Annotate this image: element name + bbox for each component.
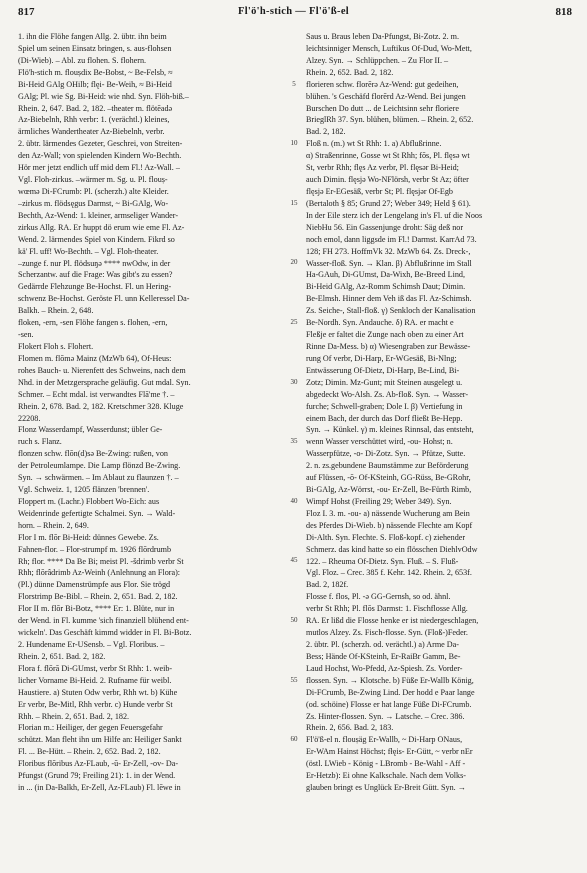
text-line: Wend. 2. lärmendes Spiel von Kindern. Fikrd so [18, 234, 175, 244]
text-line: Wasserpfütze, -o- Di-Zotz. Syn. → Pfütze, Sutte. [306, 449, 466, 459]
right-column [306, 31, 574, 794]
text-line: Entwässerung Of-Dietz, Di-Harp, Be-Lind, Bi- [306, 365, 460, 375]
text-line: (Bertaloth § 85; Grund 27; Weber 349; Held § 61). [306, 198, 471, 208]
text-line: RA. Er lißd die Flosse henke er ist niedergeschlagen, [306, 616, 479, 626]
text-line: Rinne Da-Mess. b) α) Wiesengraben zur Bewässe- [306, 341, 471, 351]
text-line: floken, -ern, -sen Flöhe fangen s. flohen, -ern, [18, 318, 168, 328]
text-line: Hör mer jetzt endlich uff mid dem Fl.! Az-Wall. – [18, 163, 180, 173]
text-line: Floz I. 3. m. -ou- a) nässende Wucherung am Bein [306, 508, 470, 518]
left-column [18, 31, 280, 794]
text-line: 122. – Rheuma Of-Dietz. Syn. Fluß. – S. Fluß- [306, 556, 459, 566]
text-line: Be-Elmsh. Hinner dem Veh iß das Fl. Az-Schimsh. [306, 294, 472, 304]
text-line: α) Straßenrinne, Gosse wt St Rhh; fōs, Pl. flęsə wt [306, 151, 470, 161]
text-line: Syn. → schwärmen. – Im Ablaut zu flaunzen †. – [18, 473, 179, 483]
text-line: Laud Hochst, Wo-Pfedd, Az-Spiesh. Zs. Vorder- [306, 663, 463, 673]
line-number: 55 [290, 675, 298, 684]
text-line: Schmer. – Echt mdal. ist verwandtes Flā'me †. – [18, 389, 175, 399]
text-line: wœmə Di-FCrumb: Pl. (scherzh.) alte Kleider. [18, 186, 169, 196]
text-line: Zotz; Dimin. Mz-Gunt; mit Steinen ausgelegt u. [306, 377, 463, 387]
text-line: Fl. ... Be-Hütt. – Rhein. 2, 652. Bad. 2, 182. [18, 747, 161, 757]
text-line: Di-Alth. Syn. Flechte. S. Floß-kopf. c) ziehender [306, 532, 466, 542]
text-line: glauben bringt es Unglück Er-Breit Gütt. Syn. → [306, 783, 466, 793]
text-line: licher Vorname Bi-Heid. 2. Rufname für weibl. [18, 675, 172, 685]
text-line: Bi-Heid GAlg, Az-Romm Schimsh Daut; Dimin. [306, 282, 466, 292]
text-line: Floppert m. (Lachr.) Flobbert Wo-Eich: aus [18, 496, 160, 506]
text-line: Bi-GAlg, Az-Wörrst, -ou- Er-Zell, Be-Fürth Rimb, [306, 485, 472, 495]
text-line: wickeln'. Das Geschäft kimmd widder in Fl. Bi-Botz. [18, 628, 192, 638]
text-line: Be-Nordh. Syn. Andauche. δ) RA. er macht e [306, 318, 454, 328]
text-line: 1. ihn die Flöhe fangen Allg. 2. übtr. ihn beim [18, 32, 167, 41]
text-line: Wimpf Hohst (Freiling 29; Weber 349). Syn. [306, 496, 452, 506]
text-line: BrieglRh 37. Syn. blühen, blümen. – Rhein. 2, 652. [306, 115, 474, 125]
text-line: zirkus Allg. RA. Er huppt dö erum wie eme Fl. Az- [18, 222, 185, 232]
text-line: Fl'ö'ß-el n. flouṣäg Er-Wallb, ~ Di-Harp ONaus, [306, 735, 463, 745]
text-line: Florstrimp Be-Bibl. – Rhein. 2, 651. Bad. 2, 182. [18, 592, 178, 602]
line-number: 20 [290, 258, 298, 267]
text-line: der Wend. in Fl. kumme 'sich finanziell blühend ent- [18, 616, 189, 626]
text-line: Flor II m. flōr Bi-Botz, **** Er: 1. Blüte, nur in [18, 604, 175, 614]
text-line: Er-Hetzb): Ei ohne Kalkschale. Nach dem Volks- [306, 771, 466, 781]
text-line: den Az-Wall; von spielenden Kindern Wo-Bechth. [18, 151, 182, 161]
text-line: Er-WAm Hainst Höchst; fłęis- Er-Gütt, ~ verbr nEr [306, 747, 473, 757]
text-line: ärmliches Wandertheater Az-Biebelnh, verbr. [18, 127, 165, 137]
line-number: 25 [290, 318, 298, 327]
text-line: schwenz Be-Hochst. Geröste Fl. unn Kelleressel Da- [18, 294, 190, 304]
line-number: 40 [290, 496, 298, 505]
text-line: in ... (in Da-Balkh, Er-Zell, Az-FLaub) Fl. lēwe in [18, 783, 181, 793]
text-line: Flonz Wasserdampf, Wasserdunst; übler Ge- [18, 425, 163, 435]
text-line: kä' Fl. uff! Wo-Bechth. – Vgl. Floh-theater. [18, 246, 159, 256]
text-line: Rhein. 2, 647. Bad. 2, 182. –theater m. flötēadə [18, 103, 173, 113]
text-line: Florian m.: Heiliger, der gegen Feuersgefahr [18, 723, 163, 733]
text-line: wenn Wasser verschüttet wird, -ou- Hohst; n. [306, 437, 453, 447]
line-number: 45 [290, 556, 298, 565]
text-line: mutlos Alzey. Zs. Fisch-flosse. Syn. (Floß-)Feder. [306, 628, 468, 638]
text-line: Flosse f. flos, Pl. -ə GG-Gernsh, so od. ähnl. [306, 592, 451, 602]
text-line: 22208. [18, 413, 41, 423]
text-line: Flokert Floh s. Flohert. [18, 341, 94, 351]
page-header [0, 6, 587, 22]
text-line: rung Of verbr, Di-Harp, Er-WGesäß, Bi-Nlng; [306, 353, 457, 363]
text-line: Floribus flōribus Az-FLaub, -ū- Er-Zell, -ov- Da- [18, 759, 179, 769]
text-line: leichtsinniger Mensch, Luftikus Of-Dud, Wo-Mett, [306, 43, 472, 53]
text-line: noch emol, dann liggsde im Fl.! Darmst. KarrAd 73. [306, 234, 477, 244]
text-line: Rhein. 2, 652. Bad. 2, 182. [306, 67, 394, 77]
text-line: auch Dimin. flęsjə Wo-NFlörsh, verbr St Az; öfter [306, 175, 469, 185]
text-line: Di-FCrumb, Be-Zwing Lind. Der hodd e Paar lange [306, 687, 475, 697]
text-line: Az-Biebelnh, Rhh verbr: 1. (verächtl.) kleines, [18, 115, 170, 125]
text-line: Syn. → Künkel. γ) m. kleines Rinnsal, das entsteht, [306, 425, 474, 435]
text-line: Ha-GAuh, Di-GUmst, Da-Wixh, Be-Breed Lind, [306, 270, 465, 280]
text-line: flonzen schw. flōn(d)sə Be-Zwing: rußen, von [18, 449, 168, 459]
text-line: (östl. LWieb - König - LBromb - Be-Wahl - Aff - [306, 759, 466, 769]
text-line: verbr St Rhh; Pl. flōs Darmst: 1. Fischflosse Allg. [306, 604, 468, 614]
text-line: Rhh. – Rhein. 2, 651. Bad. 2, 182. [18, 711, 130, 721]
text-line: St, verbr Rhh; flęs Az verbr, Pl. flęsər Bi-Heid; [306, 163, 459, 173]
text-line: Bi-Heid GAlg OHilb; flęi- Be-Weih, ≈ Bi-Heid [18, 79, 172, 89]
text-line: rohes Bauch- u. Nierenfett des Schweins, nach dem [18, 365, 186, 375]
text-line: furche; Schwell-graben; Dole I. β) Vertiefung in [306, 401, 463, 411]
text-line: -sen. [18, 330, 34, 340]
text-line: Vgl. Schweiz. 1, 1205 flänzen 'brennen'. [18, 485, 150, 495]
line-number: 60 [290, 735, 298, 744]
text-line: Alzey. Syn. → Schlüppchen. – Zu Flor II. – [306, 55, 449, 65]
page-number-right: 818 [555, 6, 572, 18]
text-line: Balkh. – Rhein. 2, 648. [18, 306, 94, 316]
text-line: Flor I m. flōr Bi-Heid: dünnes Gewebe. Zs. [18, 532, 159, 542]
text-line: (Pl.) dünne Damenstrümpfe aus Flor. Sie trögd [18, 580, 171, 590]
text-line: Er verbr, Be-Mitl, Rhh verbr. c) Hunde verbr St [18, 699, 173, 709]
text-line: Saus u. Braus leben Da-Pfungst, Bi-Zotz. 2. m. [306, 32, 460, 41]
text-line: der Petroleumlampe. Die Lamp flönzd Be-Zwing. [18, 461, 181, 471]
text-line: abgedeckt Wo-Alsh. Zs. Ab-floß. Syn. → Wasser- [306, 389, 469, 399]
text-line: flęsjə Er-EGesäß, verbr St; Pl. flęsjər Of-Egb [306, 186, 453, 196]
text-line: In der Eile sterz ich der Lengelang in's Fl. uf die Noos [306, 210, 483, 220]
text-line: GAlg; Pl. wie Sg. Bi-Heid: wie nhd. Syn. Flöh-biß.– [18, 91, 189, 101]
text-line: Bad. 2, 182f. [306, 580, 349, 590]
text-line: einem Bach, der durch das Dorf fließt Be-Hepp. [306, 413, 463, 423]
text-line: 2. Hundename Er-USensb. – Vgl. Floribus. – [18, 640, 165, 650]
text-line: Floß n. (m.) wt St Rhh: 1. a) Abflußrinne. [306, 139, 442, 149]
text-line: Rhein. 2, 651. Bad. 2, 182. [18, 651, 106, 661]
text-line: –zunge f. nur Pl. flödsuŋə **** nwOdw, in der [18, 258, 171, 268]
text-line: 2. übtr. Pl. (scherzh. od. verächtl.) a) Arme Da- [306, 640, 459, 650]
text-line: des Pferdes Di-Wieb. b) nässende Flechte am Kopf [306, 520, 473, 530]
text-line: auf Flüssen, -ō- Of-KSteinh, GG-Rüss, Be-GRohr, [306, 473, 471, 483]
text-line: Bess; Hände Of-KSteinh, Er-RaiBr Gamm, Be- [306, 651, 461, 661]
text-line: Vgl. Floz. – Crec. 385 f. Kehr. 142. Rhein. 2, 653f. [306, 568, 472, 578]
text-line: ruch s. Flanz. [18, 437, 62, 447]
text-line: Flomen m. flōmə Mainz (MzWb 64), Of-Heus: [18, 353, 172, 363]
text-line: Spiel um seinen Einsatz bringen, s. aus-flohsen [18, 43, 172, 53]
text-line: Weidenrinde gefertigte Schalmei. Syn. → Wald- [18, 508, 176, 518]
text-line: Gedärrde Flehzunge Be-Hochst. Fl. un Hering- [18, 282, 172, 292]
text-line: Bad. 2, 182. [306, 127, 346, 137]
text-line: Rh; flor. **** Da Be Bi; meist Pl. -šdrimb verbr St [18, 556, 184, 566]
text-line: Rhein. 2, 656. Bad. 2, 183. [306, 723, 394, 733]
text-line: NiebHu 56. Ein Gassenjunge droht: Säg deß nor [306, 222, 464, 232]
running-head: Fl'ö'h-stich — Fl'ö'ß-el [237, 6, 350, 17]
text-line: Fahnen-flor. – Flor-strumpf m. 1926 flōrdrumb [18, 544, 172, 554]
text-line: Bechth, Az-Wend: 1. kleiner, armseliger Wander- [18, 210, 179, 220]
text-line: 128; FH 273. HoffmVk 32. MzWb 64. Zs. Dreck-, [306, 246, 471, 256]
text-line: Zs. Seiche-, Stall-floß. γ) Senkloch der Kanalisation [306, 306, 476, 316]
text-line: Zs. Hinter-flossen. Syn. → Latsche. – Crec. 386. [306, 711, 465, 721]
text-line: Flö'h-stich m. flouṣdix Be-Bobst, ~ Be-Felsb, ≈ [18, 67, 173, 77]
text-line: 2. n. zs.gebundene Baumstämme zur Beförderung [306, 461, 469, 471]
text-line: Schmerz. das kind hatte so ein flösschen DiehlvOdw [306, 544, 478, 554]
page-number-left: 817 [18, 6, 35, 18]
text-line: Flora f. flōrā Di-GUmst, verbr St Rhh: 1. weib- [18, 663, 173, 673]
text-line: (Di-Wieb). – Abl. zu flohen. S. flohern. [18, 55, 147, 65]
text-line: Vgl. Floh-zirkus. –wärmer m. Sg. u. Pl. flouṣ- [18, 175, 168, 185]
line-number: 30 [290, 377, 298, 386]
text-line: Rhh; flōrâdrimb Az-Weinh (Anlehnung an Flora): [18, 568, 181, 578]
text-line: Fleßje er faltet die Zunge nach oben zu einer Art [306, 330, 464, 340]
text-line: –zirkus m. flödsęgus Darmst, ~ Bi-GAlg, Wo- [18, 198, 169, 208]
text-line: Wasser-floß. Syn. → Klan. β) Abflußrinne im Stall [306, 258, 472, 268]
line-number: 5 [292, 79, 296, 88]
text-line: florieren schw. florērə Az-Wend: gut gedeihen, [306, 79, 459, 89]
line-number: 10 [290, 139, 298, 148]
text-line: Burschen Do dutt ... de Leichtsinn sehr floriere [306, 103, 459, 113]
line-number: 50 [290, 616, 298, 625]
line-number: 15 [290, 198, 298, 207]
line-number: 35 [290, 437, 298, 446]
text-line: Scherzantw. auf die Frage: Was gibt's zu essen? [18, 270, 173, 280]
text-line: 2. übtr. lärmendes Gezeter, Geschrei, von Streiten- [18, 139, 183, 149]
text-line: (od. schöine) Flosse er hat lange Füße Di-FCrumb. [306, 699, 472, 709]
text-line: flossen. Syn. → Klotsche. b) Füße Er-Wallb König, [306, 675, 474, 685]
text-line: Nhd. in der Metzgersprache geläufig. Gut mdal. Syn. [18, 377, 191, 387]
text-line: Rhein. 2, 678. Bad. 2, 182. Kretschmer 328. Kluge [18, 401, 184, 411]
text-line: horn. – Rhein. 2, 649. [18, 520, 89, 530]
text-line: Haustiere. a) Stuten Odw verbr, Rhh wt. b) Kühe [18, 687, 178, 697]
text-line: blühen. 's Geschäfd florērd Az-Wend. Bei jungen [306, 91, 466, 101]
text-line: schützt. Man fleht ihn um Hilfe an: Heiliger Sankt [18, 735, 182, 745]
text-line: Pfungst (Grund 79; Freiling 21): 1. in der Wend. [18, 771, 176, 781]
